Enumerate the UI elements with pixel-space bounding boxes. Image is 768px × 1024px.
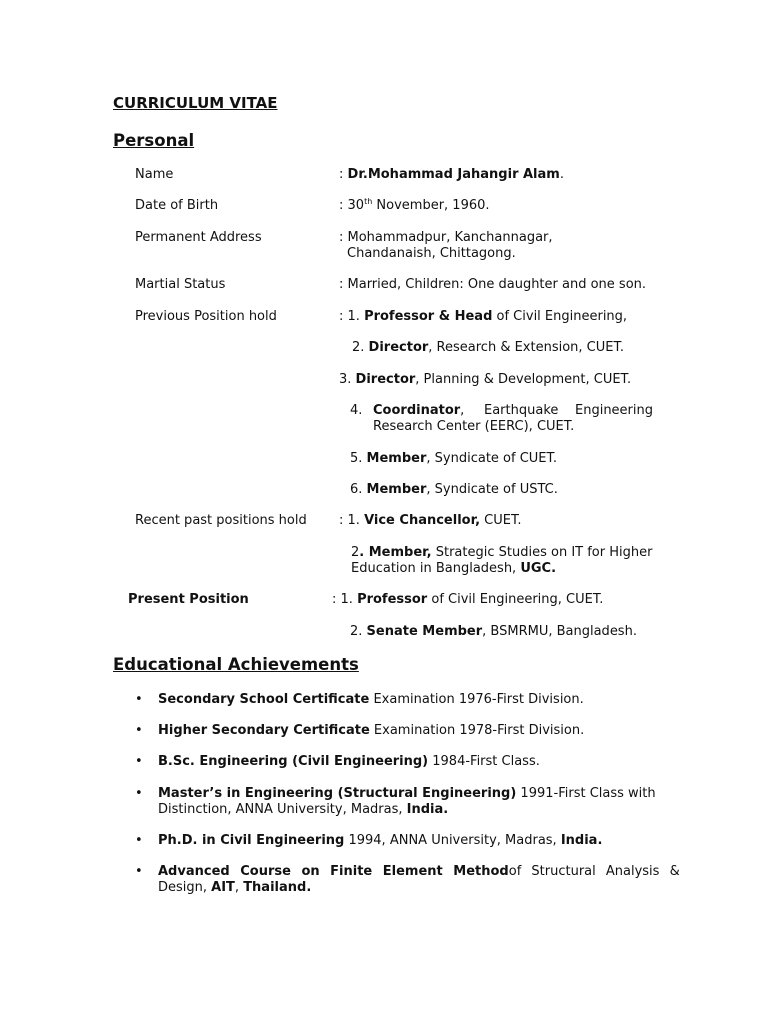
address-label: Permanent Address	[135, 230, 262, 245]
bullet: •	[135, 692, 143, 707]
marital-value: : Married, Children: One daughter and one son.	[339, 277, 647, 292]
recent-label: Recent past positions hold	[135, 513, 307, 528]
previous-item-2: 2. Director, Research & Extension, CUET.	[352, 340, 625, 355]
bullet: •	[135, 864, 143, 879]
recent-item-1: : 1. Vice Chancellor, CUET.	[339, 513, 522, 528]
education-item-6-line2: Design, AIT, Thailand.	[158, 880, 312, 895]
previous-item-5: 5. Member, Syndicate of CUET.	[350, 451, 558, 466]
previous-item-4-num: 4.	[350, 403, 363, 418]
bullet: •	[135, 723, 143, 738]
education-item-5: Ph.D. in Civil Engineering 1994, ANNA University, Madras, India.	[158, 833, 603, 848]
marital-label: Martial Status	[135, 277, 226, 292]
name-label: Name	[135, 167, 174, 182]
bullet: •	[135, 786, 143, 801]
previous-item-4-word1: Earthquake	[484, 403, 559, 418]
dob-label: Date of Birth	[135, 198, 219, 213]
previous-item-4-word2: Engineering	[575, 403, 653, 418]
education-item-3: B.Sc. Engineering (Civil Engineering) 1984-First Class.	[158, 754, 540, 769]
education-item-6: Advanced Course on Finite Element Method of Structural Analysis &	[158, 864, 680, 879]
present-item-2: 2. Senate Member, BSMRMU, Bangladesh.	[350, 624, 637, 639]
education-item-1: Secondary School Certificate Examination 1976-First Division.	[158, 692, 584, 707]
previous-item-3: 3. Director, Planning & Development, CUET.	[339, 372, 632, 387]
address-line1: : Mohammadpur, Kanchannagar,	[339, 230, 553, 245]
bullet: •	[135, 833, 143, 848]
education-heading: Educational Achievements	[113, 655, 359, 674]
previous-item-4-title: Coordinator,	[373, 403, 465, 418]
cv-title: CURRICULUM VITAE	[113, 94, 278, 112]
personal-heading: Personal	[113, 131, 195, 150]
previous-item-1: : 1. Professor & Head of Civil Engineering,	[339, 309, 628, 324]
previous-label: Previous Position hold	[135, 309, 277, 324]
previous-item-4-line2: Research Center (EERC), CUET.	[373, 419, 575, 434]
name-value: : Dr.Mohammad Jahangir Alam.	[339, 167, 564, 182]
previous-item-6: 6. Member, Syndicate of USTC.	[350, 482, 558, 497]
bullet: •	[135, 754, 143, 769]
present-item-1: : 1. Professor of Civil Engineering, CUET.	[332, 592, 604, 607]
education-item-2: Higher Secondary Certificate Examination 1978-First Division.	[158, 723, 585, 738]
dob-value: : 30th November, 1960.	[339, 197, 490, 213]
recent-item-2-line2: Education in Bangladesh, UGC.	[351, 561, 557, 576]
recent-item-2: 2. Member, Strategic Studies on IT for Higher	[351, 545, 653, 560]
present-label: Present Position	[128, 592, 249, 607]
education-item-4-line2: Distinction, ANNA University, Madras, India.	[158, 802, 449, 817]
address-line2: Chandanaish, Chittagong.	[347, 246, 516, 261]
education-item-4: Master’s in Engineering (Structural Engineering) 1991-First Class with	[158, 786, 656, 801]
